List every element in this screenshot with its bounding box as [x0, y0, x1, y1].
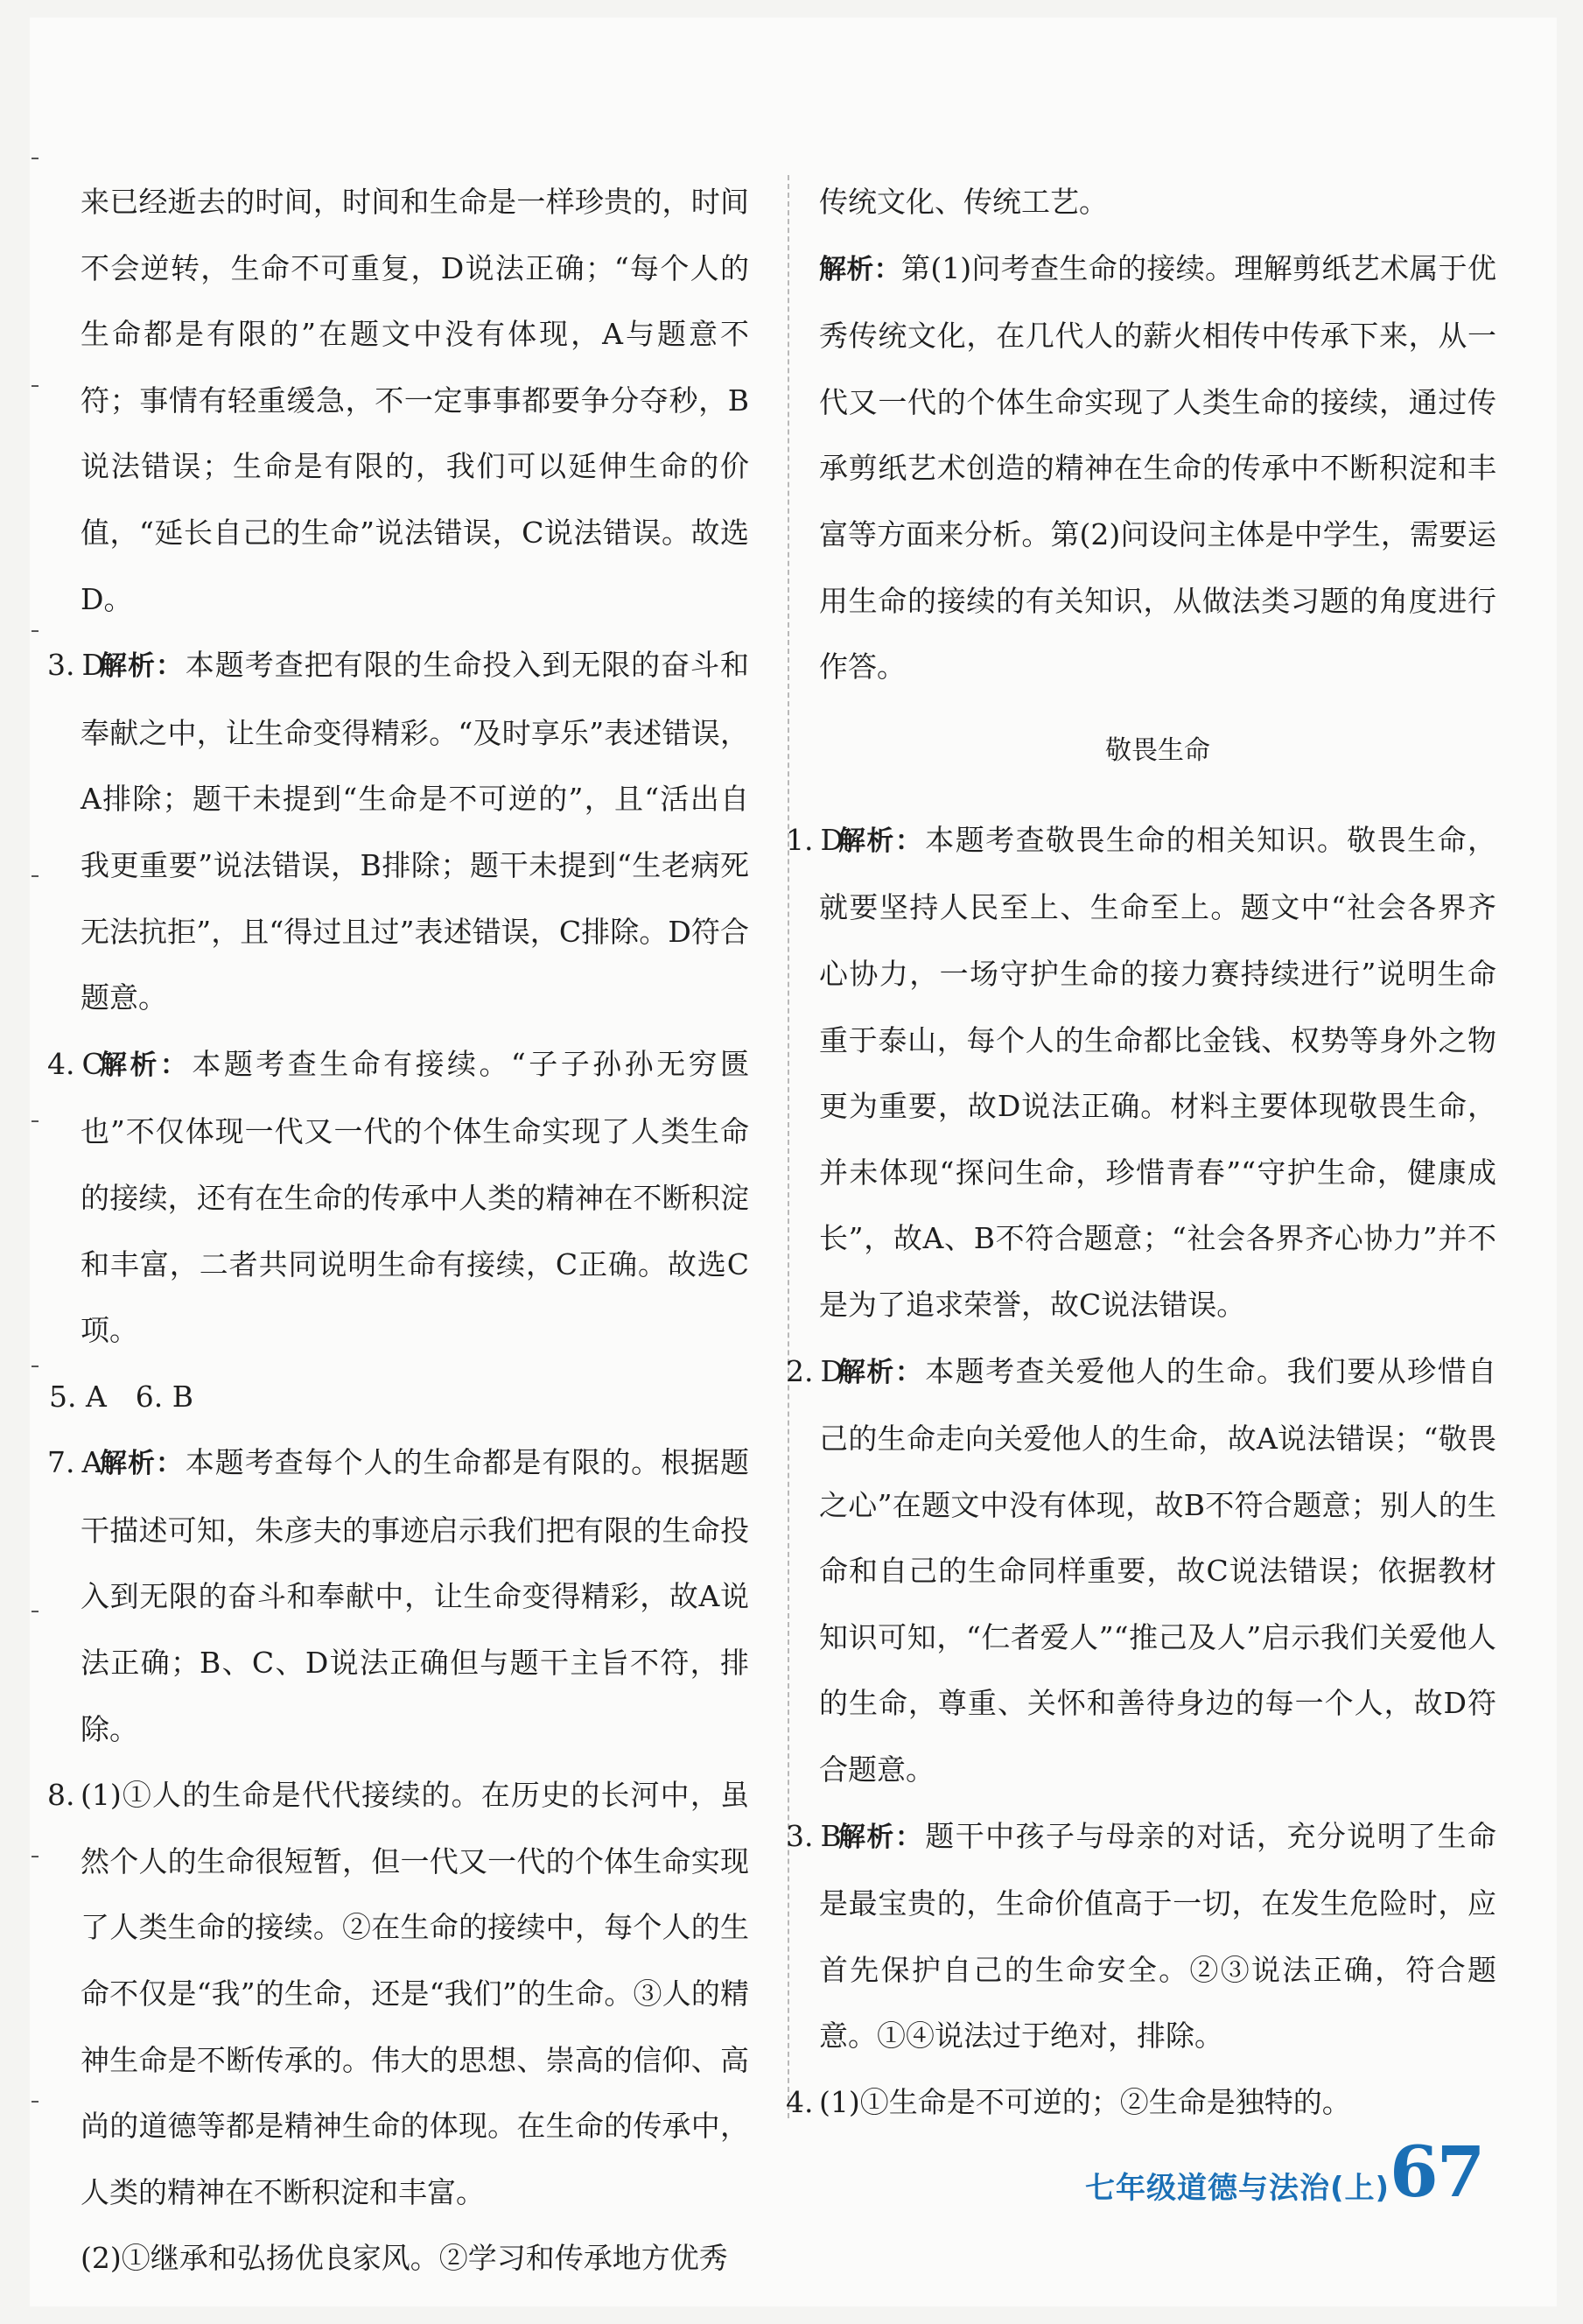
answer-letter: D — [820, 822, 844, 857]
analysis-tag: 解析： — [838, 825, 924, 857]
analysis-tag: 解析： — [838, 1356, 924, 1388]
answer-item-5-6 — [49, 1364, 749, 1430]
page-footer — [1085, 2131, 1523, 2215]
question-number: 8. — [47, 1778, 75, 1813]
analysis-tag: 解析： — [819, 253, 901, 285]
answer-item-3 — [788, 1803, 1496, 2069]
answer-item-4 — [788, 2069, 1496, 2136]
question-number: 4. — [786, 2085, 814, 2120]
question-number: 1. — [786, 822, 814, 857]
answer-item-3 — [49, 632, 749, 1031]
edge-mark — [32, 1611, 39, 1612]
answer-item-4 — [49, 1031, 749, 1364]
analysis-paragraph — [788, 235, 1496, 700]
analysis-text: 题干中孩子与母亲的对话，充分说明了生命是最宝贵的，生命价值高于一切，在发生危险时，应首先保护自己的生命安全。②③说法正确，符合题意。①④说法过于绝对，排除。 — [819, 1818, 1497, 2054]
answer-text: (1)①人的生命是代代接续的。在历史的长河中，虽然个人的生命很短暂，但一代又一代的个体生命实现了人类生命的接续。②在生命的接续中，每个人的生命不仅是“我”的生命，还是“我们”的生命。③人的精神生命是不断传承的。伟大的思想、崇高的信仰、高尚的道德等都是精神生命的体现。在生命的传承中，人类的精神在不断积淀和丰富。 — [81, 1778, 749, 2209]
edge-mark — [32, 2101, 39, 2103]
edge-mark — [32, 630, 39, 632]
question-number: 2. — [786, 1353, 814, 1388]
analysis-tag: 解析： — [100, 1049, 191, 1081]
analysis-tag: 解析： — [100, 650, 184, 683]
answer-text: 5. A 6. B — [49, 1379, 194, 1414]
analysis-text: 本题考查关爱他人的生命。我们要从珍惜自己的生命走向关爱他人的生命，故A说法错误；“敬畏之心”在题文中没有体现，故B不符合题意；别人的生命和自己的生命同样重要，故C说法错误；依据教材知识可知，“仁者爱人”“推己及人”启示我们关爱他人的生命，尊重、关怀和善待身边的每一个人，故D符合题意。 — [819, 1353, 1497, 1787]
answer-letter: D — [820, 1353, 844, 1388]
answer-item-8 — [49, 1762, 749, 2225]
question-number: 7. — [47, 1445, 75, 1480]
edge-mark — [32, 158, 39, 159]
question-number: 4. — [47, 1046, 75, 1081]
edge-mark — [32, 1120, 39, 1122]
answer-letter: C — [81, 1046, 104, 1081]
answer-text: (1)①生命是不可逆的；②生命是独特的。 — [819, 2085, 1351, 2120]
analysis-tag: 解析： — [100, 1448, 184, 1480]
analysis-text: 第(1)问考查生命的接续。理解剪纸艺术属于优秀传统文化，在几代人的薪火相传中传承下来，从一代又一代的个体生命实现了人类生命的接续，通过传承剪纸艺术创造的精神在生命的传承中不断积淀和丰富等方面来分析。第(2)问设问主体是中学生，需要运用生命的接续的有关知识，从做法类习题的角度进行作答。 — [819, 250, 1497, 685]
answer-item-1 — [788, 807, 1496, 1338]
left-column — [49, 169, 749, 2292]
page-number: 67 — [1390, 2131, 1484, 2213]
answer-continuation: 传统文化、传统工艺。 — [819, 185, 1108, 219]
analysis-text: 本题考查敬畏生命的相关知识。敬畏生命，就要坚持人民至上、生命至上。题文中“社会各界齐心协力，一场守护生命的接力赛持续进行”说明生命重于泰山，每个人的生命都比金钱、权势等身外之物更为重要，故D说法正确。材料主要体现敬畏生命，并未体现“探问生命，珍惜青春”“守护生命，健康成长”，故A、B不符合题意；“社会各界齐心协力”并不是为了追求荣誉，故C说法错误。 — [819, 822, 1497, 1322]
answer-item-2 — [788, 1338, 1496, 1803]
answer-continuation: 来已经逝去的时间，时间和生命是一样珍贵的，时间不会逆转，生命不可重复，D说法正确；“每个人的生命都是有限的”在题文中没有体现，A与题意不符；事情有轻重缓急，不一定事事都要争分夺秒，B说法错误；生命是有限的，我们可以延伸生命的价值，“延长自己的生命”说法错误，C说法错误。故选D。 — [81, 185, 749, 616]
answer-letter: B — [820, 1818, 842, 1853]
analysis-text: 本题考查把有限的生命投入到无限的奋斗和奉献之中，让生命变得精彩。“及时享乐”表述错误，A排除；题干未提到“生命是不可逆的”，且“活出自我更重要”说法错误，B排除；题干未提到“生老病死无法抗拒”，且“得过且过”表述错误，C排除。D符合题意。 — [81, 648, 750, 1015]
answer-item-7 — [49, 1429, 749, 1762]
edge-mark — [32, 1856, 39, 1857]
edge-mark — [32, 1366, 39, 1367]
analysis-tag: 解析： — [838, 1821, 924, 1853]
edge-mark — [32, 875, 39, 877]
answer-item-8-part2: (2)①继承和弘扬优良家风。②学习和传承地方优秀 — [81, 2241, 728, 2276]
answer-letter: A — [81, 1445, 103, 1480]
question-number: 3. — [47, 648, 75, 683]
section-title: 敬畏生命 — [1105, 734, 1210, 766]
question-number: 3. — [786, 1818, 814, 1853]
analysis-text: 本题考查生命有接续。“子子孙孙无穷匮也”不仅体现一代又一代的个体生命实现了人类生命的接续，还有在生命的传承中人类的精神在不断积淀和丰富，二者共同说明生命有接续，C正确。故选C项。 — [81, 1046, 750, 1348]
book-title: 七年级道德与法治(上) — [1085, 2171, 1390, 2206]
right-column — [788, 169, 1496, 2136]
edge-mark — [32, 385, 39, 387]
answer-letter: D — [81, 648, 105, 683]
analysis-text: 本题考查每个人的生命都是有限的。根据题干描述可知，朱彦夫的事迹启示我们把有限的生命投入到无限的奋斗和奉献中，让生命变得精彩，故A说法正确；B、C、D说法正确但与题干主旨不符，排除。 — [81, 1445, 750, 1746]
